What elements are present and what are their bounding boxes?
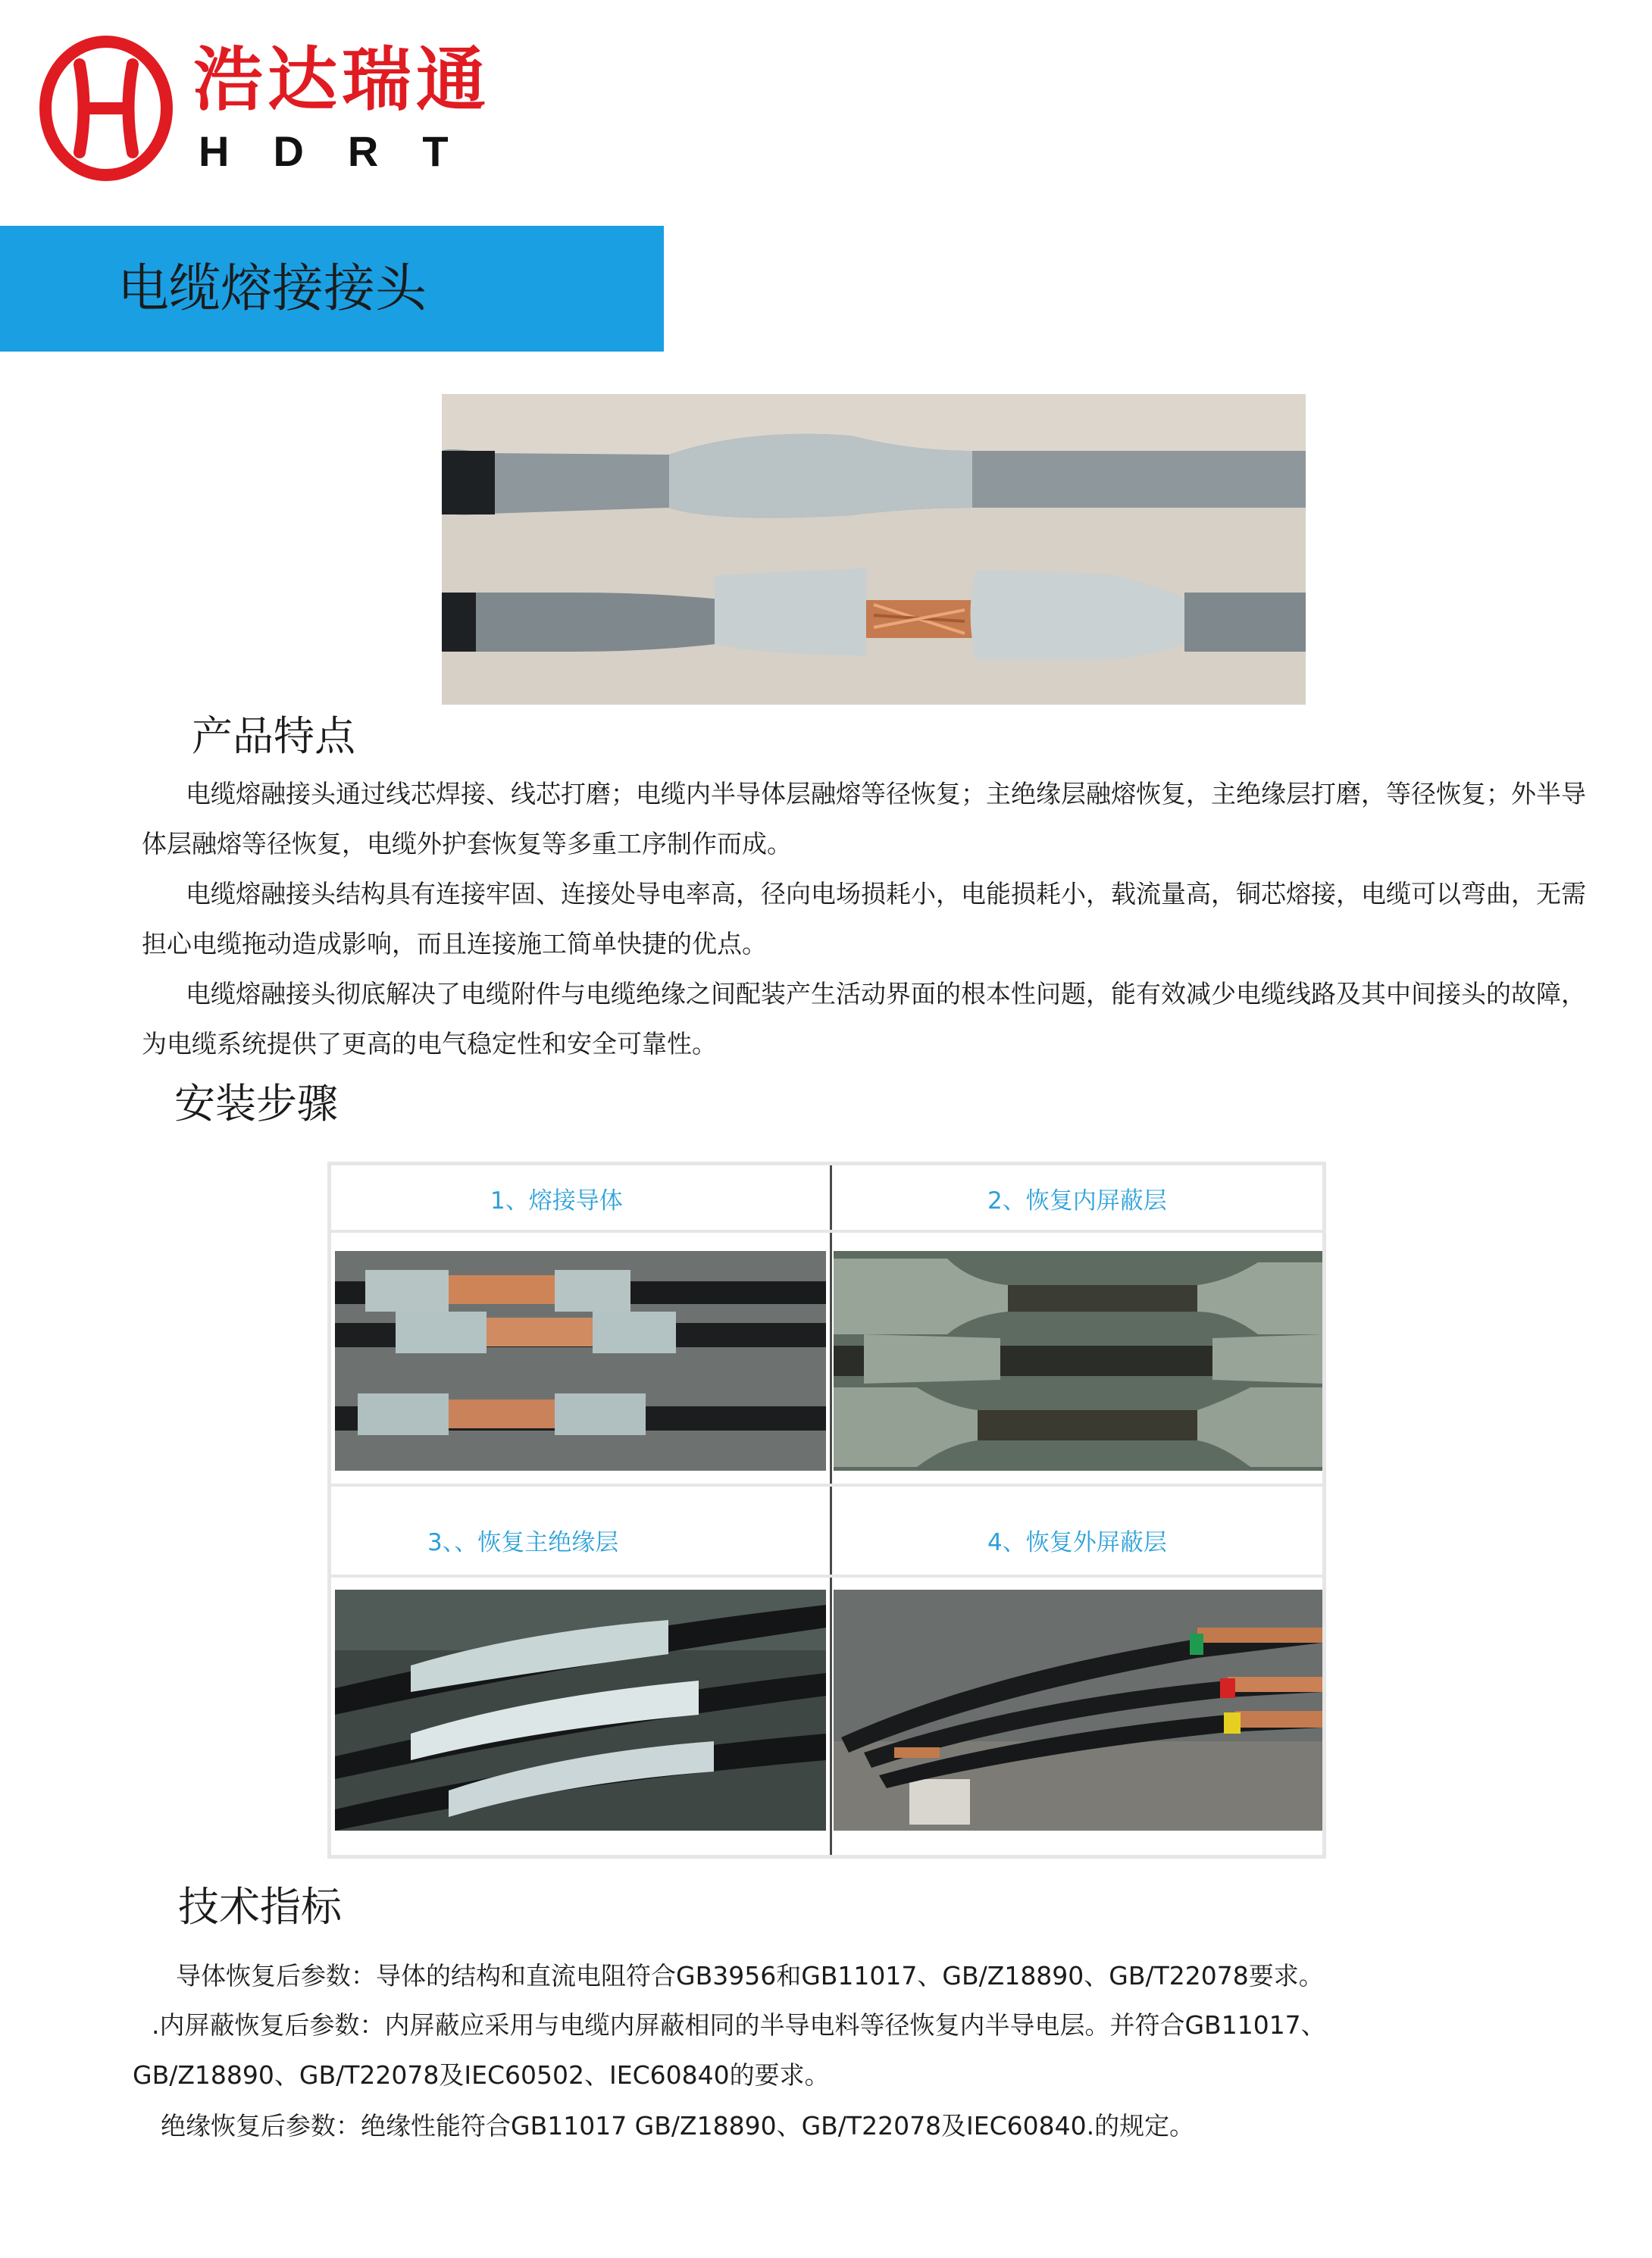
features-paragraph-text: 电缆熔融接头结构具有连接牢固、连接处导电率高，径向电场损耗小，电能损耗小，载流量高，铜芯熔接，电缆可以弯曲，无需担心电缆拖动造成影响，而且连接施工简单快捷的优点。 [142,879,1586,959]
page-title: 电缆熔接接头 [117,259,427,319]
features-paragraph [142,769,1589,869]
features-paragraph-text: 电缆熔融接头通过线芯焊接、线芯打磨；电缆内半导体层融熔等径恢复；主绝缘层融熔恢复，主绝缘层打磨，等径恢复；外半导体层融熔等径恢复，电缆外护套恢复等多重工序制作而成。 [142,779,1586,858]
spec-line: .内屏蔽恢复后参数：内屏蔽应采用与电缆内屏蔽相同的半导电料等径恢复内半导电层。并符合GB11017、 [152,2010,1326,2040]
brand-logo-icon [38,34,174,183]
features-paragraph-text: 电缆熔融接头彻底解决了电缆附件与电缆绝缘之间配装产生活动界面的根本性问题，能有效减少电缆线路及其中间接头的故障，为电缆系统提供了更高的电气稳定性和安全可靠性。 [142,979,1586,1059]
grid-divider [331,1484,1322,1487]
step-photo [335,1590,826,1831]
specs-heading: 技术指标 [178,1883,342,1931]
step-photo [335,1251,826,1471]
grid-divider [331,1230,1322,1233]
features-paragraph [142,969,1589,1069]
brand-name-cn: 浩达瑞通 [193,39,491,120]
install-heading: 安装步骤 [174,1080,338,1127]
brand-name-en: HDRT [199,127,493,175]
grid-divider [830,1165,832,1855]
step-label: 3、、恢复主绝缘层 [427,1529,619,1556]
step-photo [834,1251,1322,1471]
step-label: 4、恢复外屏蔽层 [987,1529,1167,1556]
step-label: 1、熔接导体 [490,1187,623,1215]
spec-line: GB/Z18890、GB/T22078及IEC60502、IEC60840的要求。 [133,2060,830,2090]
install-steps-grid [327,1162,1326,1859]
features-heading: 产品特点 [192,712,355,760]
step-label: 2、恢复内屏蔽层 [987,1187,1167,1215]
grid-divider [331,1575,1322,1578]
spec-line: 导体恢复后参数：导体的结构和直流电阻符合GB3956和GB11017、GB/Z18890、GB/T22078要求。 [176,1961,1324,1991]
features-paragraph [142,869,1589,969]
spec-line: 绝缘恢复后参数：绝缘性能符合GB11017 GB/Z18890、GB/T22078及IEC60840.的规定。 [161,2111,1195,2141]
step-photo [834,1590,1322,1831]
product-photo [442,394,1306,705]
